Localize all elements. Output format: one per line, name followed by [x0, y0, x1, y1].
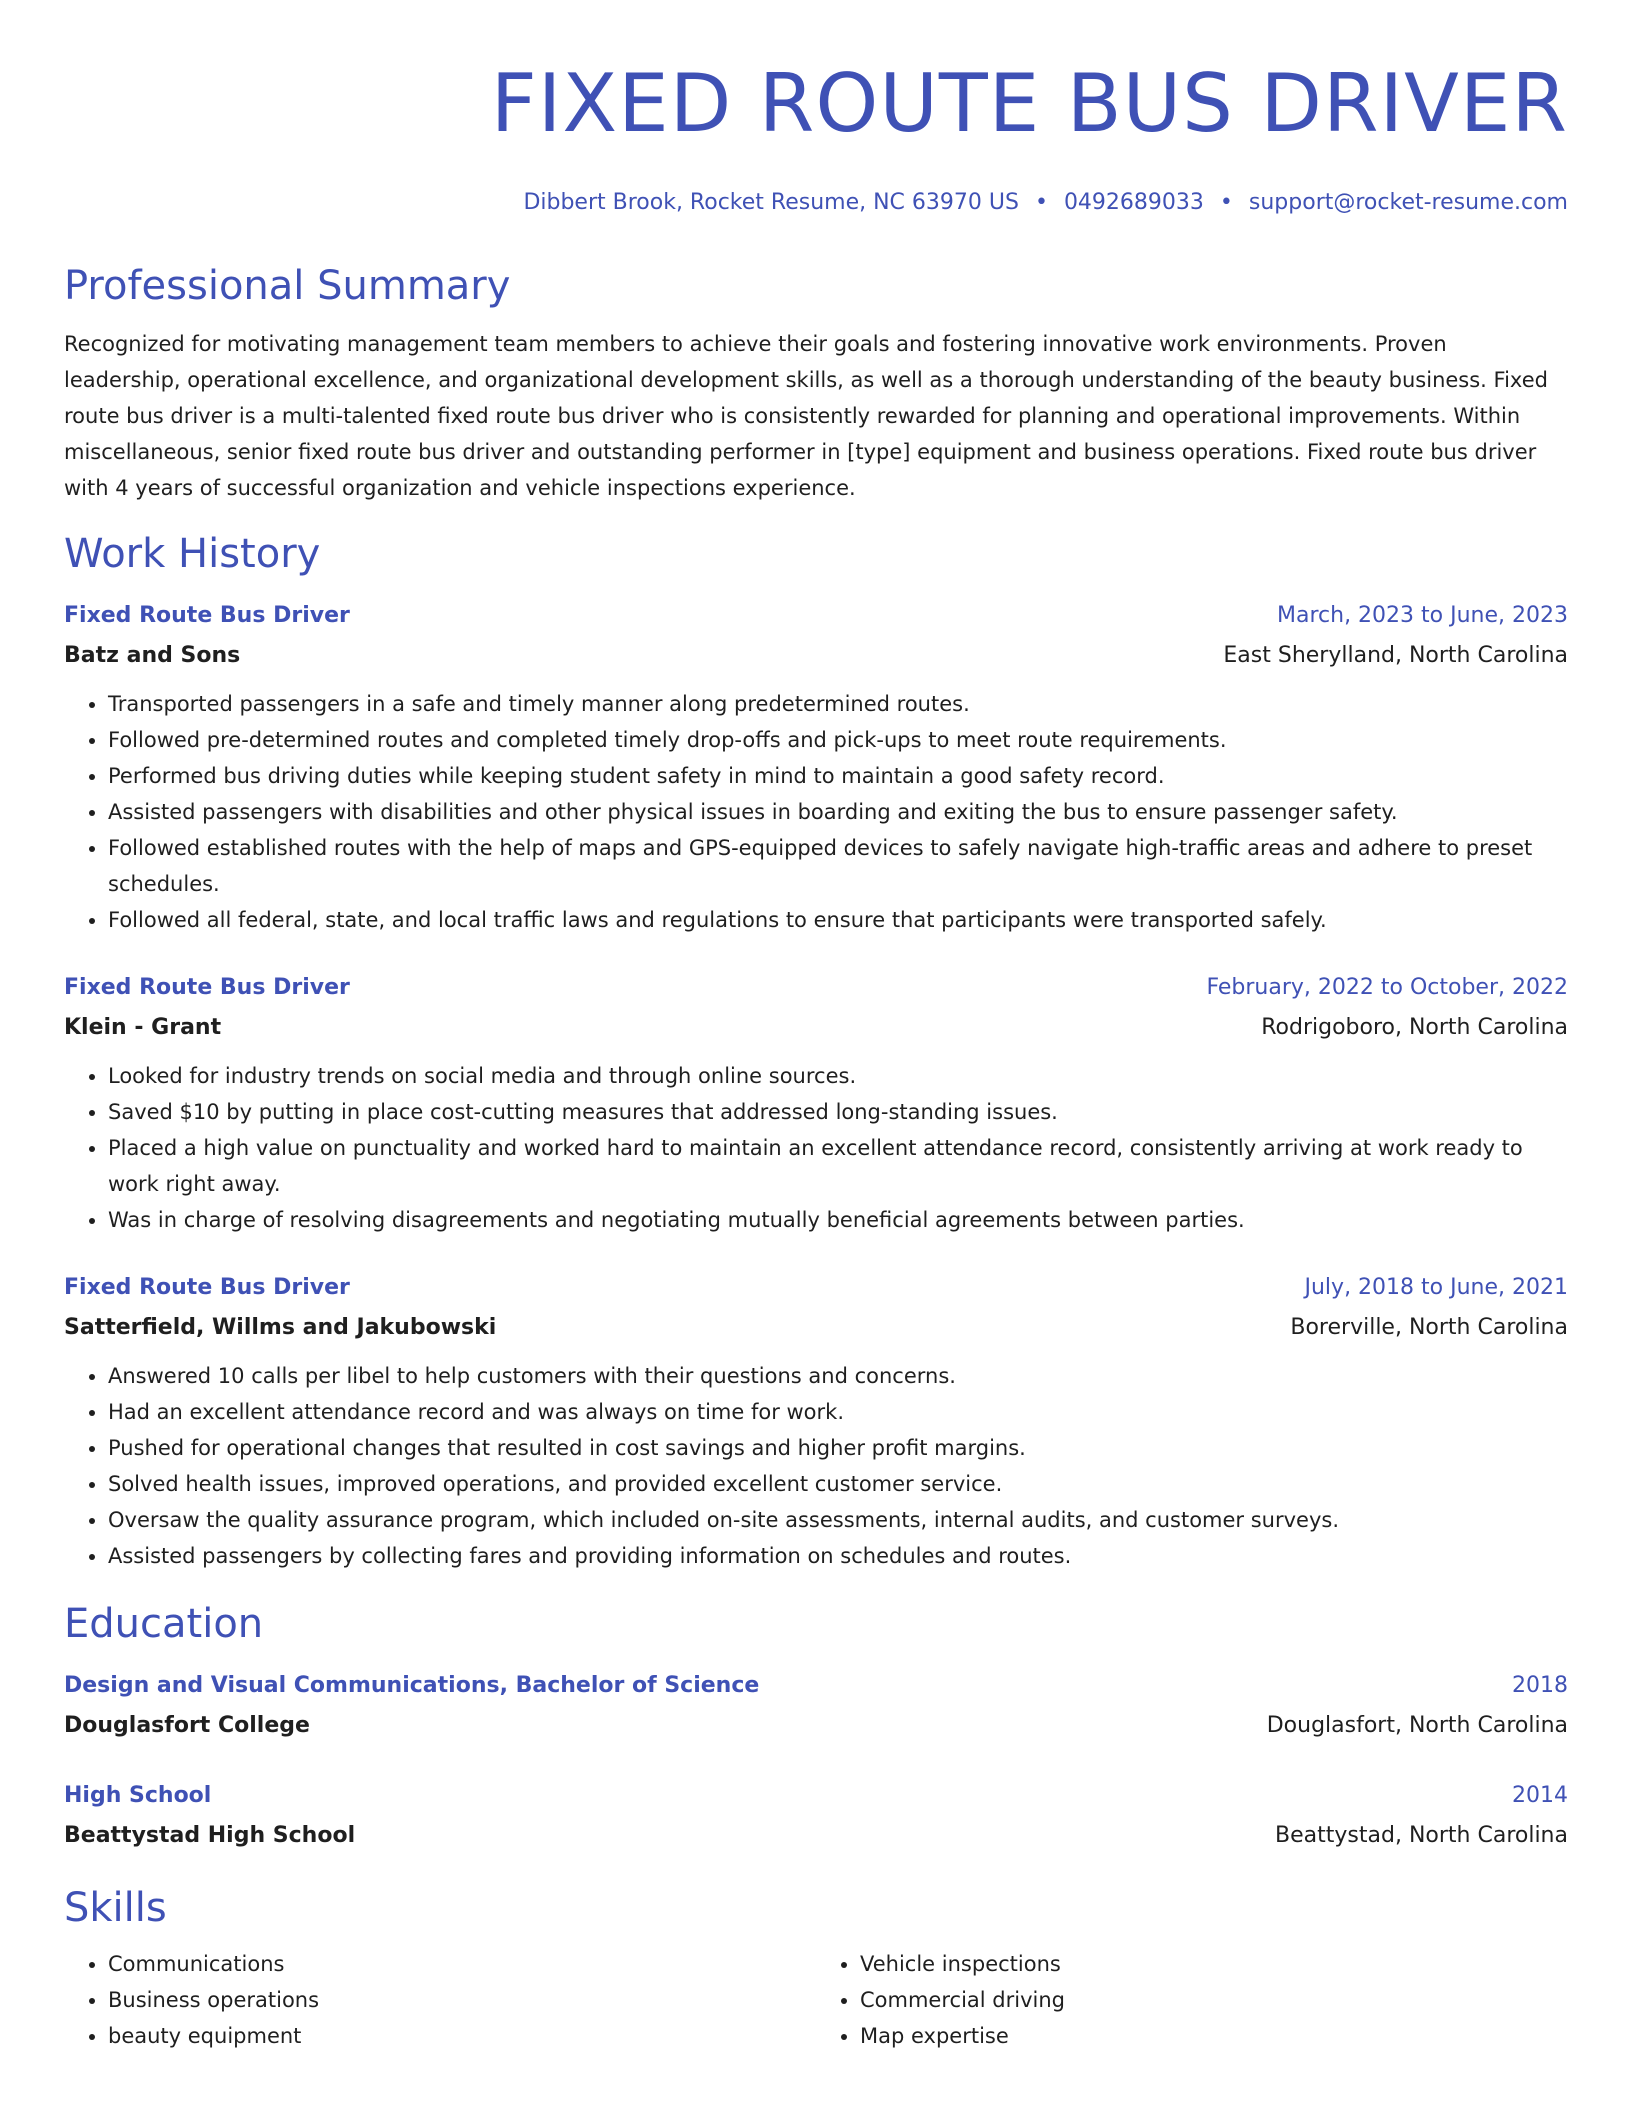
education-school: Douglasfort College [64, 1713, 310, 1738]
summary-text: Recognized for motivating management team members to achieve their goals and fostering innovative work environments. Proven leadership, operational excellence, and organizational development skills, as well as a thorough understanding of the beauty business. Fixed route bus driver is a multi-talented fixed route bus driver who is consistently rewarded for planning and operational improvements. Within miscellaneous, senior fixed route bus driver and outstanding performer in [type] equipment and business operations. Fixed route bus driver with 4 years of successful organization and vehicle inspections experience. [64, 332, 1548, 500]
education-location: Douglasfort, North Carolina [1266, 1713, 1568, 1738]
section-title-work-history: Work History [64, 531, 321, 577]
job-bullet: • Answered 10 calls per libel to help customers with their questions and concerns. [108, 1358, 1568, 1394]
section-title-summary: Professional Summary [64, 263, 511, 309]
job-bullets [64, 1058, 1568, 1238]
job-bullet: • Pushed for operational changes that resulted in cost savings and higher profit margins. [108, 1430, 1568, 1466]
job-title: Fixed Route Bus Driver [64, 603, 350, 628]
skill-item: • Business operations [108, 1982, 816, 2018]
skill-item: • Map expertise [860, 2018, 1568, 2054]
job-bullet: • Solved health issues, improved operations, and provided excellent customer service. [108, 1466, 1568, 1502]
skills-column-right [816, 1946, 1568, 2054]
skill-item: • Vehicle inspections [860, 1946, 1568, 1982]
job-bullet: • Saved $10 by putting in place cost-cutting measures that addressed long-standing issues. [108, 1094, 1568, 1130]
job-bullet: • Transported passengers in a safe and timely manner along predetermined routes. [108, 686, 1568, 722]
job-bullet: • Followed pre-determined routes and completed timely drop-offs and pick-ups to meet route requirements. [108, 722, 1568, 758]
job-bullet: • Performed bus driving duties while keeping student safety in mind to maintain a good safety record. [108, 758, 1568, 794]
skill-item: • Communications [108, 1946, 816, 1982]
job-dates: February, 2022 to October, 2022 [1206, 975, 1568, 1000]
education-year: 2014 [1512, 1783, 1568, 1808]
job-company: Satterfield, Willms and Jakubowski [64, 1315, 497, 1340]
education-year: 2018 [1512, 1673, 1568, 1698]
job-entry [64, 596, 1568, 938]
education-entry [64, 1776, 1568, 1856]
job-bullet: • Had an excellent attendance record and was always on time for work. [108, 1394, 1568, 1430]
job-dates: March, 2023 to June, 2023 [1277, 603, 1568, 628]
skills-section [64, 1884, 1568, 2054]
job-dates: July, 2018 to June, 2021 [1304, 1275, 1568, 1300]
job-location: East Sherylland, North Carolina [1223, 643, 1568, 668]
job-bullet: • Followed established routes with the help of maps and GPS-equipped devices to safely navigate high-traffic areas and adhere to preset schedules. [108, 830, 1568, 902]
section-title-skills: Skills [64, 1885, 167, 1931]
job-bullet: • Assisted passengers by collecting fares and providing information on schedules and routes. [108, 1538, 1568, 1574]
skill-item: • beauty equipment [108, 2018, 816, 2054]
education-degree: High School [64, 1783, 212, 1808]
section-title-education: Education [64, 1601, 264, 1647]
work-history-section [64, 530, 1568, 1574]
job-title: Fixed Route Bus Driver [64, 975, 350, 1000]
education-entry [64, 1666, 1568, 1746]
job-bullet: • Followed all federal, state, and local traffic laws and regulations to ensure that participants were transported safely. [108, 902, 1568, 938]
job-bullet: • Placed a high value on punctuality and worked hard to maintain an excellent attendance record, consistently arriving at work ready to work right away. [108, 1130, 1568, 1202]
job-company: Klein - Grant [64, 1015, 222, 1040]
job-location: Rodrigoboro, North Carolina [1261, 1015, 1568, 1040]
skill-item: • Commercial driving [860, 1982, 1568, 2018]
contact-line [64, 188, 1568, 218]
job-bullet: • Looked for industry trends on social media and through online sources. [108, 1058, 1568, 1094]
candidate-name: FIXED ROUTE BUS DRIVER [490, 57, 1568, 150]
contact-email[interactable]: support@rocket-resume.com [1248, 190, 1568, 215]
skills-grid [64, 1946, 1568, 2054]
job-bullets [64, 686, 1568, 938]
job-company: Batz and Sons [64, 643, 241, 668]
resume-header [64, 0, 1568, 218]
contact-address: Dibbert Brook, Rocket Resume, NC 63970 US [523, 190, 1019, 215]
summary-section [64, 262, 1568, 506]
contact-separator: • [1034, 190, 1048, 215]
job-title: Fixed Route Bus Driver [64, 1275, 350, 1300]
contact-phone: 0492689033 [1063, 190, 1204, 215]
education-location: Beattystad, North Carolina [1275, 1823, 1568, 1848]
education-school: Beattystad High School [64, 1823, 356, 1848]
job-entry [64, 1268, 1568, 1574]
job-entry [64, 968, 1568, 1238]
job-bullets [64, 1358, 1568, 1574]
education-degree: Design and Visual Communications, Bachelor of Science [64, 1673, 760, 1698]
job-bullet: • Oversaw the quality assurance program, which included on-site assessments, internal audits, and customer surveys. [108, 1502, 1568, 1538]
contact-separator: • [1219, 190, 1233, 215]
job-bullet: • Was in charge of resolving disagreements and negotiating mutually beneficial agreements between parties. [108, 1202, 1568, 1238]
job-location: Borerville, North Carolina [1290, 1315, 1568, 1340]
skills-column-left [64, 1946, 816, 2054]
job-bullet: • Assisted passengers with disabilities and other physical issues in boarding and exiting the bus to ensure passenger safety. [108, 794, 1568, 830]
education-section [64, 1600, 1568, 1856]
